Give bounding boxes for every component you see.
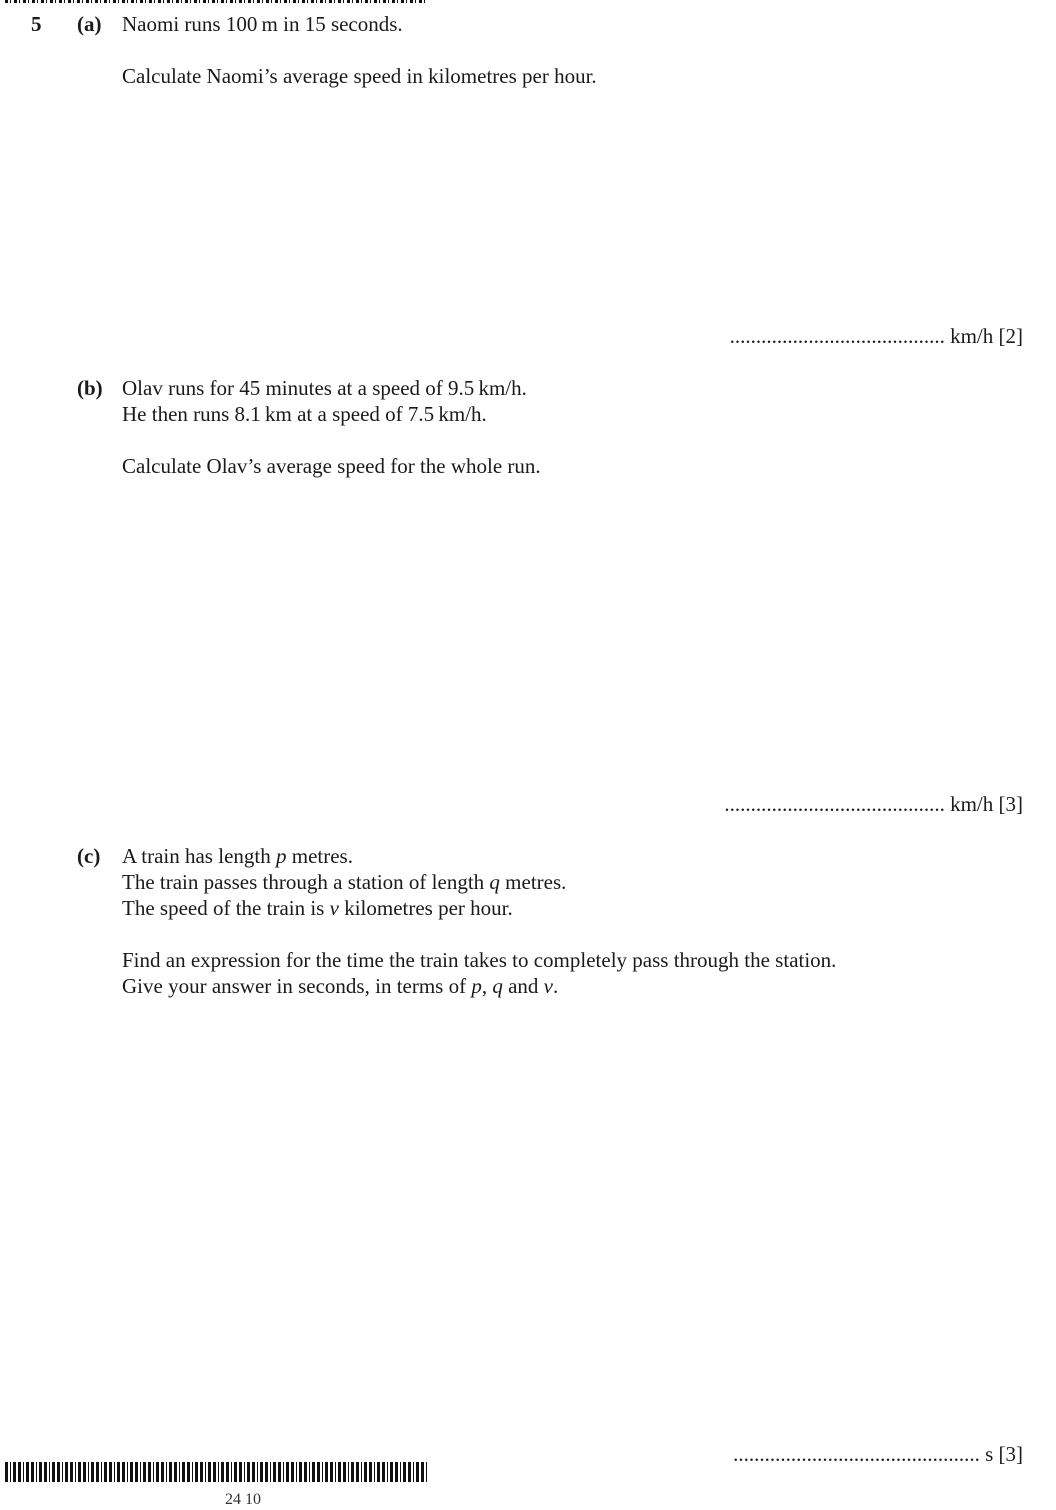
part-c-line-2: The train passes through a station of length q metres. (122, 870, 567, 894)
part-b-answer-line[interactable]: .......................................... km/h [3] (724, 792, 1023, 816)
part-a-instruction: Calculate Naomi’s average speed in kilometres per hour. (122, 64, 597, 88)
top-barcode (5, 0, 428, 3)
part-a-line-1: Naomi runs 100 m in 15 seconds. (122, 12, 403, 36)
part-b-line-1: Olav runs for 45 minutes at a speed of 9.5 km/h. (122, 376, 527, 400)
part-c-instruction-2: Give your answer in seconds, in terms of p, q and v. (122, 974, 559, 998)
part-b-instruction: Calculate Olav’s average speed for the whole run. (122, 454, 541, 478)
part-b-line-2: He then runs 8.1 km at a speed of 7.5 km/h. (122, 402, 487, 426)
question-number: 5 (31, 12, 42, 36)
part-c-line-1: A train has length p metres. (122, 844, 353, 868)
bottom-barcode (5, 1462, 428, 1482)
part-c-instruction-1: Find an expression for the time the train takes to completely pass through the station. (122, 948, 837, 972)
part-a-label: (a) (77, 12, 102, 36)
footer-page-marks: 24 10 (225, 1491, 261, 1508)
part-c-answer-line[interactable]: ............................................... s [3] (733, 1442, 1023, 1466)
part-c-label: (c) (77, 844, 101, 868)
part-c-line-3: The speed of the train is v kilometres per hour. (122, 896, 513, 920)
part-b-label: (b) (77, 376, 103, 400)
part-a-answer-line[interactable]: ......................................... km/h [2] (729, 324, 1023, 348)
